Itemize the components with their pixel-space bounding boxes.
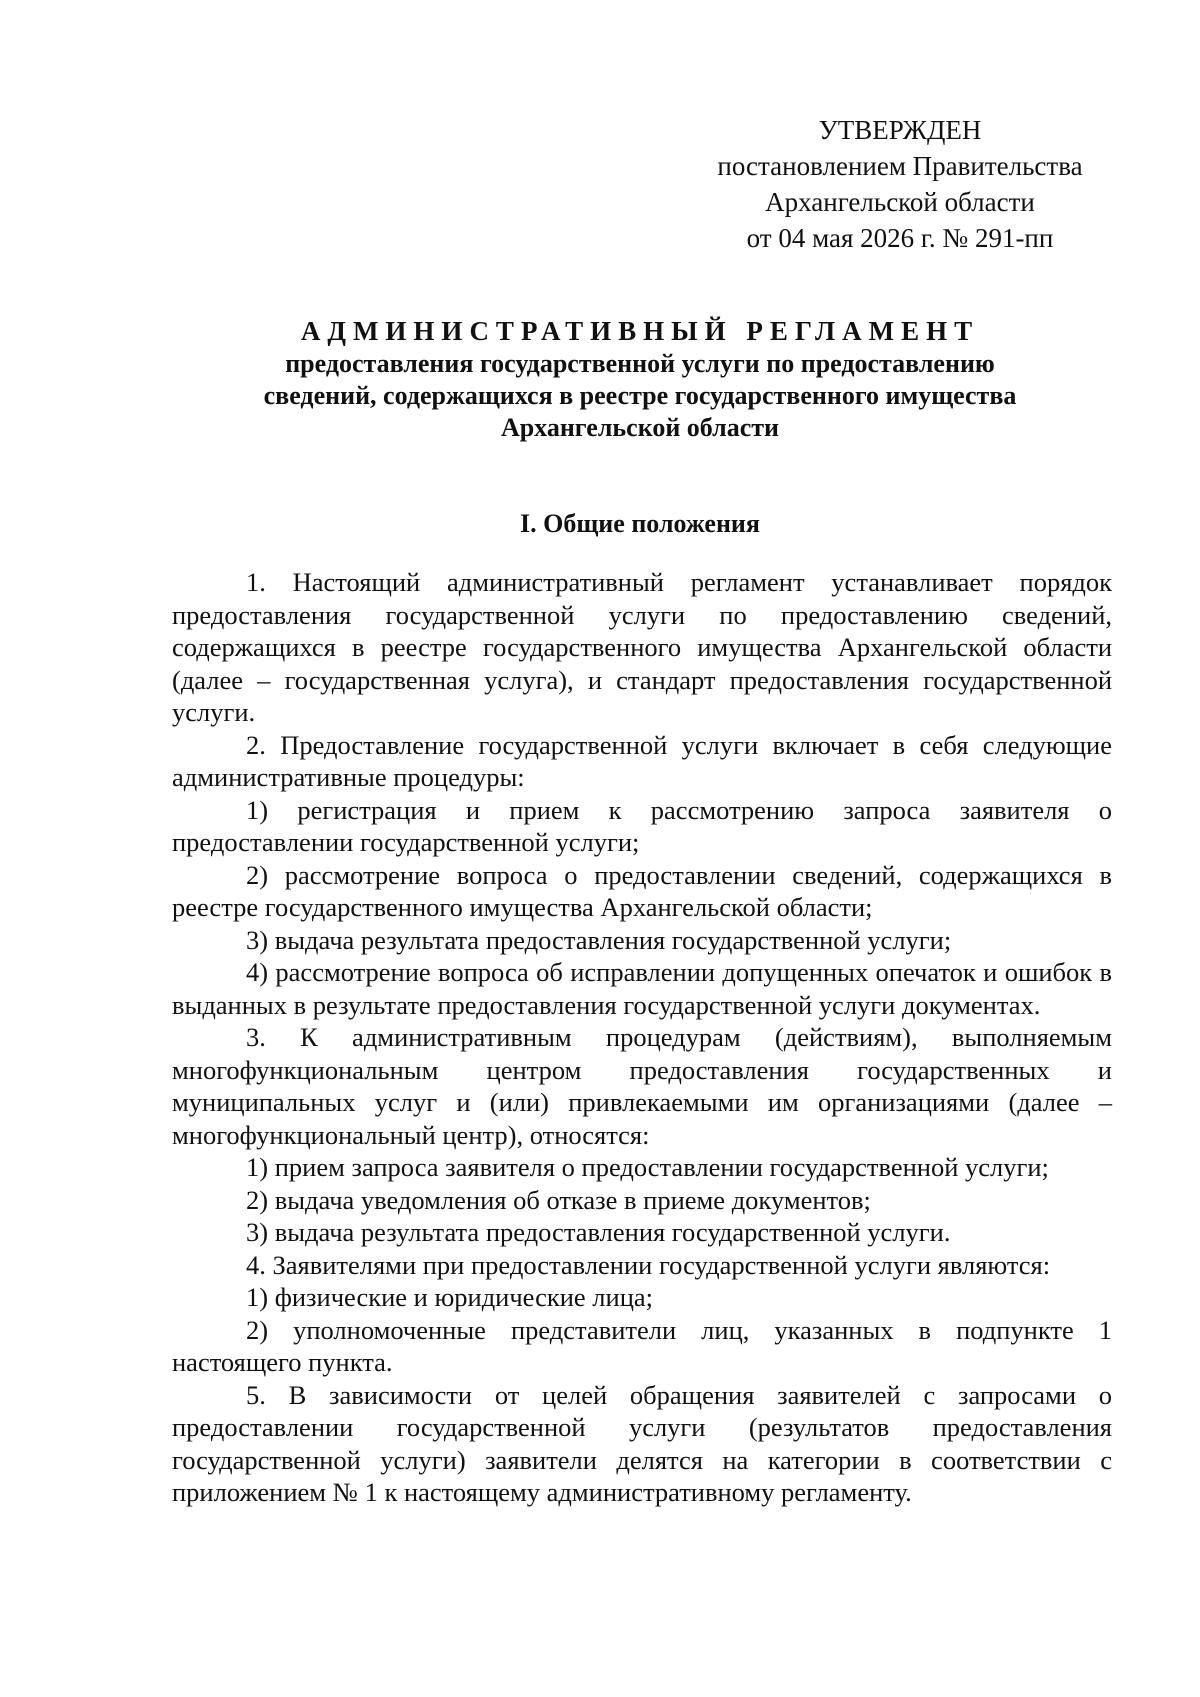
list-item: 3) выдача результата предоставления государственной услуги. bbox=[246, 1217, 951, 1247]
title-sub-line-3: Архангельской области bbox=[500, 413, 780, 442]
approval-line-approved: УТВЕРЖДЕН bbox=[818, 115, 982, 145]
paragraph: 1. Настоящий административный регламент устанавливает порядок предоставления государственной услуги по предоставлению сведений, содержащихся в реестре государственного имущества Архангельской области (далее – государственная услуга), и стандарт предоставления государственной услуги. bbox=[172, 567, 1112, 727]
list-item: 2) рассмотрение вопроса о предоставлении сведений, содержащихся в реестре государственного имущества Архангельской области; bbox=[172, 859, 1112, 922]
section-heading: I. Общие положения bbox=[520, 509, 760, 538]
list-item: 3) выдача результата предоставления государственной услуги; bbox=[246, 924, 952, 955]
approval-line-resolution: постановлением Правительства bbox=[717, 151, 1083, 181]
list-item: 1) прием запроса заявителя о предоставлении государственной услуги; bbox=[246, 1152, 1049, 1182]
approval-line-date-number: от 04 мая 2026 г. № 291-пп bbox=[746, 223, 1054, 253]
title-main: АДМИНИСТРАТИВНЫЙ РЕГЛАМЕНТ bbox=[300, 316, 980, 346]
list-item: 2) выдача уведомления об отказе в приеме документов; bbox=[246, 1184, 871, 1215]
title-sub-line-2: сведений, содержащихся в реестре государственного имущества bbox=[263, 381, 1017, 410]
paragraph: 4. Заявителями при предоставлении государственной услуги являются: bbox=[246, 1249, 1051, 1280]
document-title bbox=[170, 314, 1110, 444]
approval-line-region: Архангельской области bbox=[765, 187, 1035, 217]
list-item: 1) регистрация и прием к рассмотрению запроса заявителя о предоставлении государственной услуги; bbox=[172, 794, 1112, 857]
approval-stamp bbox=[700, 112, 1100, 256]
paragraph: 3. К административным процедурам (действиям), выполняемым многофункциональным центром предоставления государственных и муниципальных услуг и (или) привлекаемыми им организациями (далее – многофункциональный центр), относятся: bbox=[172, 1022, 1112, 1150]
paragraph: 5. В зависимости от целей обращения заявителей с запросами о предоставлении государственной услуги (результатов предоставления государственной услуги) заявители делятся на категории в соответствии с приложением № 1 к настоящему административному регламенту. bbox=[172, 1379, 1112, 1507]
list-item: 2) уполномоченные представители лиц, указанных в подпункте 1 настоящего пункта. bbox=[172, 1314, 1112, 1377]
title-sub-line-1: предоставления государственной услуги по предоставлению bbox=[285, 349, 995, 378]
document-body bbox=[172, 566, 1112, 1509]
list-item: 1) физические и юридические лица; bbox=[246, 1282, 654, 1312]
list-item: 4) рассмотрение вопроса об исправлении допущенных опечаток и ошибок в выданных в результате предоставления государственной услуги документах. bbox=[172, 957, 1112, 1020]
paragraph: 2. Предоставление государственной услуги включает в себя следующие административные процедуры: bbox=[172, 729, 1112, 792]
